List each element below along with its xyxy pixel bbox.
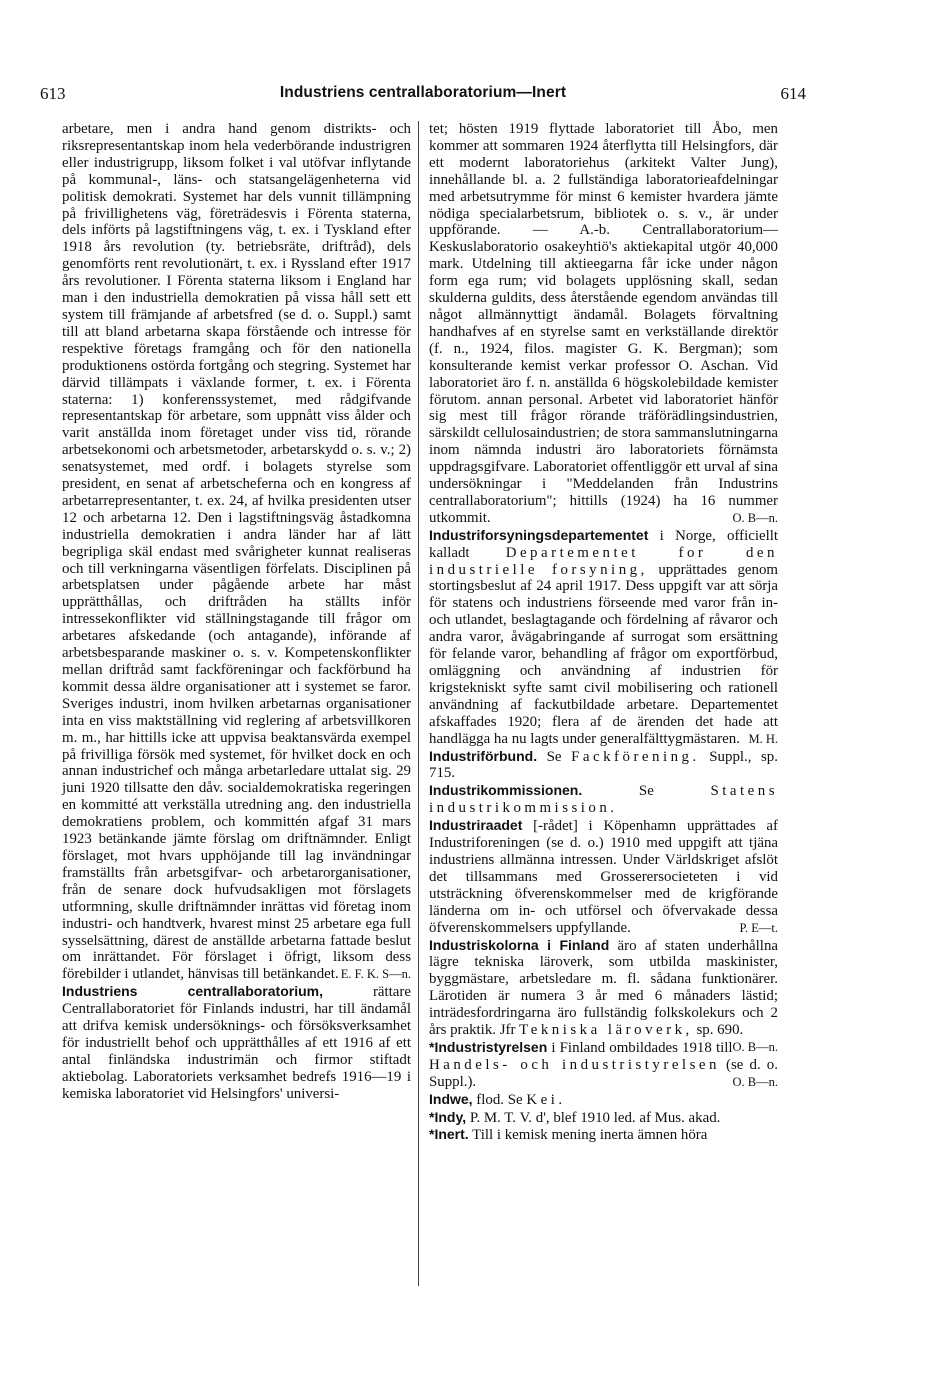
- page-header: [40, 84, 806, 106]
- headword: Industriskolorna i Finland: [429, 936, 610, 953]
- headword: Industriens centrallaboratorium,: [62, 983, 323, 1000]
- headword: Industriförbund.: [429, 747, 538, 764]
- headword: *Industristyrelsen: [429, 1038, 548, 1055]
- entry-industriens-centrallaboratorium: Industriens centrallaboratorium, rättare Centrallaboratoriet för Finlands industri, har till ändamål att drifva kemisk undersöknings- och försöksverksamhet för industriellt behof och upprätthålles af ett 1916 af ett antal finländska industrimän och firmor stiftadt aktiebolag. Laboratoriets verksamhet bedrefs 1916—19 i kemiska laboratoriet vid Helsingfors' universi-: [62, 983, 411, 1102]
- headword: Indwe,: [429, 1090, 473, 1107]
- column-divider: [418, 121, 419, 1286]
- headword: Industrikommissionen.: [429, 782, 583, 799]
- signature: E. F. K. S—n.: [340, 967, 411, 982]
- signature: O. B—n.: [732, 510, 778, 525]
- entry-industriforsyningsdepartementet: Industriforsyningsdepartementet i Norge, officiellt kalladt Departementet for den industrielle forsyning, upprättades genom stortingsbeslut af 24 april 1917. Dess uppgift var att sörja för statens och industriens förseende med varor från in- och utlandet, beslagtagande och fördelning af råvaror och andra varor, åvägabringande af surrogat som ersättning för felande varor, behandling af frågor om exportförbud, omläggning och användning af industrien för krigstekniskt syfte samt civil mobilisering och rationell användning af fackutbildade arbetare. Departementet afskaffades 1920; flera af de ärenden det hade att handlägga ha nu lagts under generalfälttygmästaren. M. H.: [429, 526, 779, 747]
- entry-indwe: Indwe, flod. Se Kei.: [429, 1090, 566, 1108]
- entry-industriell-demokrati-text: arbetare, men i andra hand genom distrikts- och riksrepresentantskap inom hela vederbörande industrigren eller industrigrupp, liksom folket i val utöfvar inflytande på kommunal-, läns- och statsangelägenheterna vid politisk demokrati. Systemet har dels vunnit tillämpning på frivillighetens väg, företrädesvis i Förenta staterna, dels införts på lagstiftningens väg, t. ex. i Tyskland efter 1918 års revolution (ty. betriebsräte, driftråd), dels genomförts rent revolutionärt, t. ex. i Ryssland efter 1917 års revolutioner. I Förenta staterna liksom i England har man i den industriella demokratien på vissa håll sett ett system till främjande af arbetsfred (se d. o. Suppl.) samt till att bland arbetarna skapa förstående och intresse för respektive företags framgång och för den nationella produktionens ostörda fortgång och stegring. Systemet har därvid tillämpats i växlande former, t. ex. i Förenta staterna: 1) konferenssystemet, med rådgifvande representantskap för arbetare, som uppnått viss ålder och varit anställda inom företaget under viss tid, rörande arbetsekonomi och arbetsmetoder, arbetarskydd o. s. v.; 2) senatsystemet, med ordf. i bolagets styrelse som president, en senat af arbetscheferna och en kongress af arbetarrepresentanter, t. ex. 24, af hvilka presidenten utser 12 och arbetarna 12. Den i lagstiftningsväg åstadkomna industriella demokratien i andra länder har af lätt begripliga skäl endast med svårigheter kunnat realiseras och till verkningarna väsentligen förfelats. Disciplinen på arbetsplatsen under pågående arbete har måst upprätthållas, och driftråden ha ställts inför intressekonflikter vid ställningstagande till frågor om arbetares afskedande (och antagande), införande af arbetsbesparande maskiner o. s. v. Kompetenskonflikter mellan driftråd samt fackföreningar och fackförbund ha kommit dessa äldre organisationer att i systemet se faror. Sveriges industri, inom hvilken arbetarnas organisationer inta en viss maktställning vid reglering af arbetsvillkoren m. m., har hittills icke att uppvisa beaktansvärda exempel på frivilliga försök med systemet, för hvilket dock en och annan industrichef och många arbetarledare uttalat sig. 29 juni 1920 tillsatte den dåv. socialdemokratiska regeringen en kommitté att verkställa utredning ang. den industriella demokratiens problem, och kommittén afgaf 31 mars 1923 betänkande jämte förslag om driftnämnder. Enligt förslaget, mot hvars upphöjande till lag invändningar framställts från arbetsgifvar- och arbetarorganisationer, från de senare dock hufvudsakligen mot förslagets utformning, skulle driftnämnder inrättas vid företag inom industri- och handtverk, hvarest minst 25 arbetare ega full sysselsättning, därest de anställde arbetarna fattade beslut om inrättandet. För förslaget i öfrigt, liksom dess förebilder i utlandet, hänvisas till betänkandet. E. F. K. S—n.: [62, 121, 411, 983]
- entry-inert: *Inert. Till i kemisk mening inerta ämnen höra: [429, 1126, 708, 1144]
- entry-indy: *Indy, P. M. T. V. d', blef 1910 led. af Mus. akad.: [429, 1108, 721, 1126]
- signature: P. E—t.: [739, 920, 778, 935]
- running-head: Industriens centrallaboratorium—Inert: [279, 84, 567, 101]
- signature: O. B—n.: [732, 1074, 778, 1089]
- entry-industriraadet: Industriraadet [-rådet] i Köpenhamn upprättades af Industriforeningen (se d. o.) 1910 med uppgift att tjäna industriens allmänna intressen. Under Världskriget afslöt det tillsammans med Grosserersocieteten i vid utsträckning öfverenskommelser med de krigförande länderna om in- och utförsel och öfvervakade dessa öfverenskommelsers uppfyllande. P. E—t.: [429, 817, 778, 936]
- left-column: [62, 121, 411, 1103]
- entry-industriforbund: Industriförbund. Se Fackförening. Suppl., sp. 715.: [429, 747, 778, 782]
- headword: *Indy,: [429, 1108, 467, 1125]
- entry-industristyrelsen: *Industristyrelsen i Finland ombildades 1918 till Handels- och industristyrelsen (se d. o. Suppl.). O. B—n.: [429, 1038, 778, 1090]
- page-number-left: 613: [40, 84, 66, 103]
- right-column: [429, 121, 778, 1144]
- signature: M. H.: [748, 731, 778, 746]
- entry-centrallaboratorium-continued: tet; hösten 1919 flyttade laboratoriet till Åbo, men kommer att sommaren 1924 återflytta till Helsingfors, där ett modernt laboratoriehus (arkitekt Valter Jung), innehållande bl. a. 2 fullständiga laboratorieafdelningar med arbetsutrymme för minst 6 kemister hvardera jämte nödiga specialarbetsrum, bibliotek o. s. v., är under uppförande. — A.-b. Centrallaboratorium—Keskuslaboratorio osakeyhtiö's aktiekapital utgör 40,000 mark. Utdelning till aktieegarna får icke under någon form ega rum; vid bolagets upplösning skall, sedan skulderna guldits, dess återstående egendom användas till något allmännyttigt ändamål. Bolagets förvaltning handhafves af en styrelse samt en verkställande direktör (f. n., 1924, filos. magister G. K. Bergman); som konsulterande kemist verkar professor O. Aschan. Vid laboratoriet äro f. n. anställda 6 högskolebildade kemister förutom. annan personal. Arbetet vid laboratoriet hänför sig mest till frågor rörande träförädlingsindustrien, särskildt cellulosaindustrien; de stora sammanslutningarna inom nämnda industri äro laboratoriets förnämsta uppdragsgifvare. Laboratoriet offentliggör ett urval af sina undersökningar i "Meddelanden från Industrins centrallaboratorium"; hittills (1924) ha 16 nummer utkommit. O. B—n.: [429, 121, 778, 526]
- headword: Industriraadet: [429, 817, 523, 834]
- headword: *Inert.: [429, 1126, 469, 1143]
- page-number-right: 614: [780, 84, 806, 103]
- headword: Industriforsyningsdepartementet: [429, 526, 649, 543]
- signature: O. B—n.: [732, 1039, 778, 1054]
- entry-industrikommissionen: Industrikommissionen. Se Statens industrikommission.: [429, 782, 778, 817]
- entry-industriskolorna: Industriskolorna i Finland äro af staten underhållna lägre tekniska läroverk, som utbilda maskinister, byggmästare, arbetsledare m. fl. sådana funktionärer. Lärotiden är numera 3 år med 6 månaders lästid; inträdesfordringarna äro fullständig folkskolekurs och 2 års praktik. Jfr Tekniska läroverk, sp. 690. O. B—n.: [429, 936, 778, 1054]
